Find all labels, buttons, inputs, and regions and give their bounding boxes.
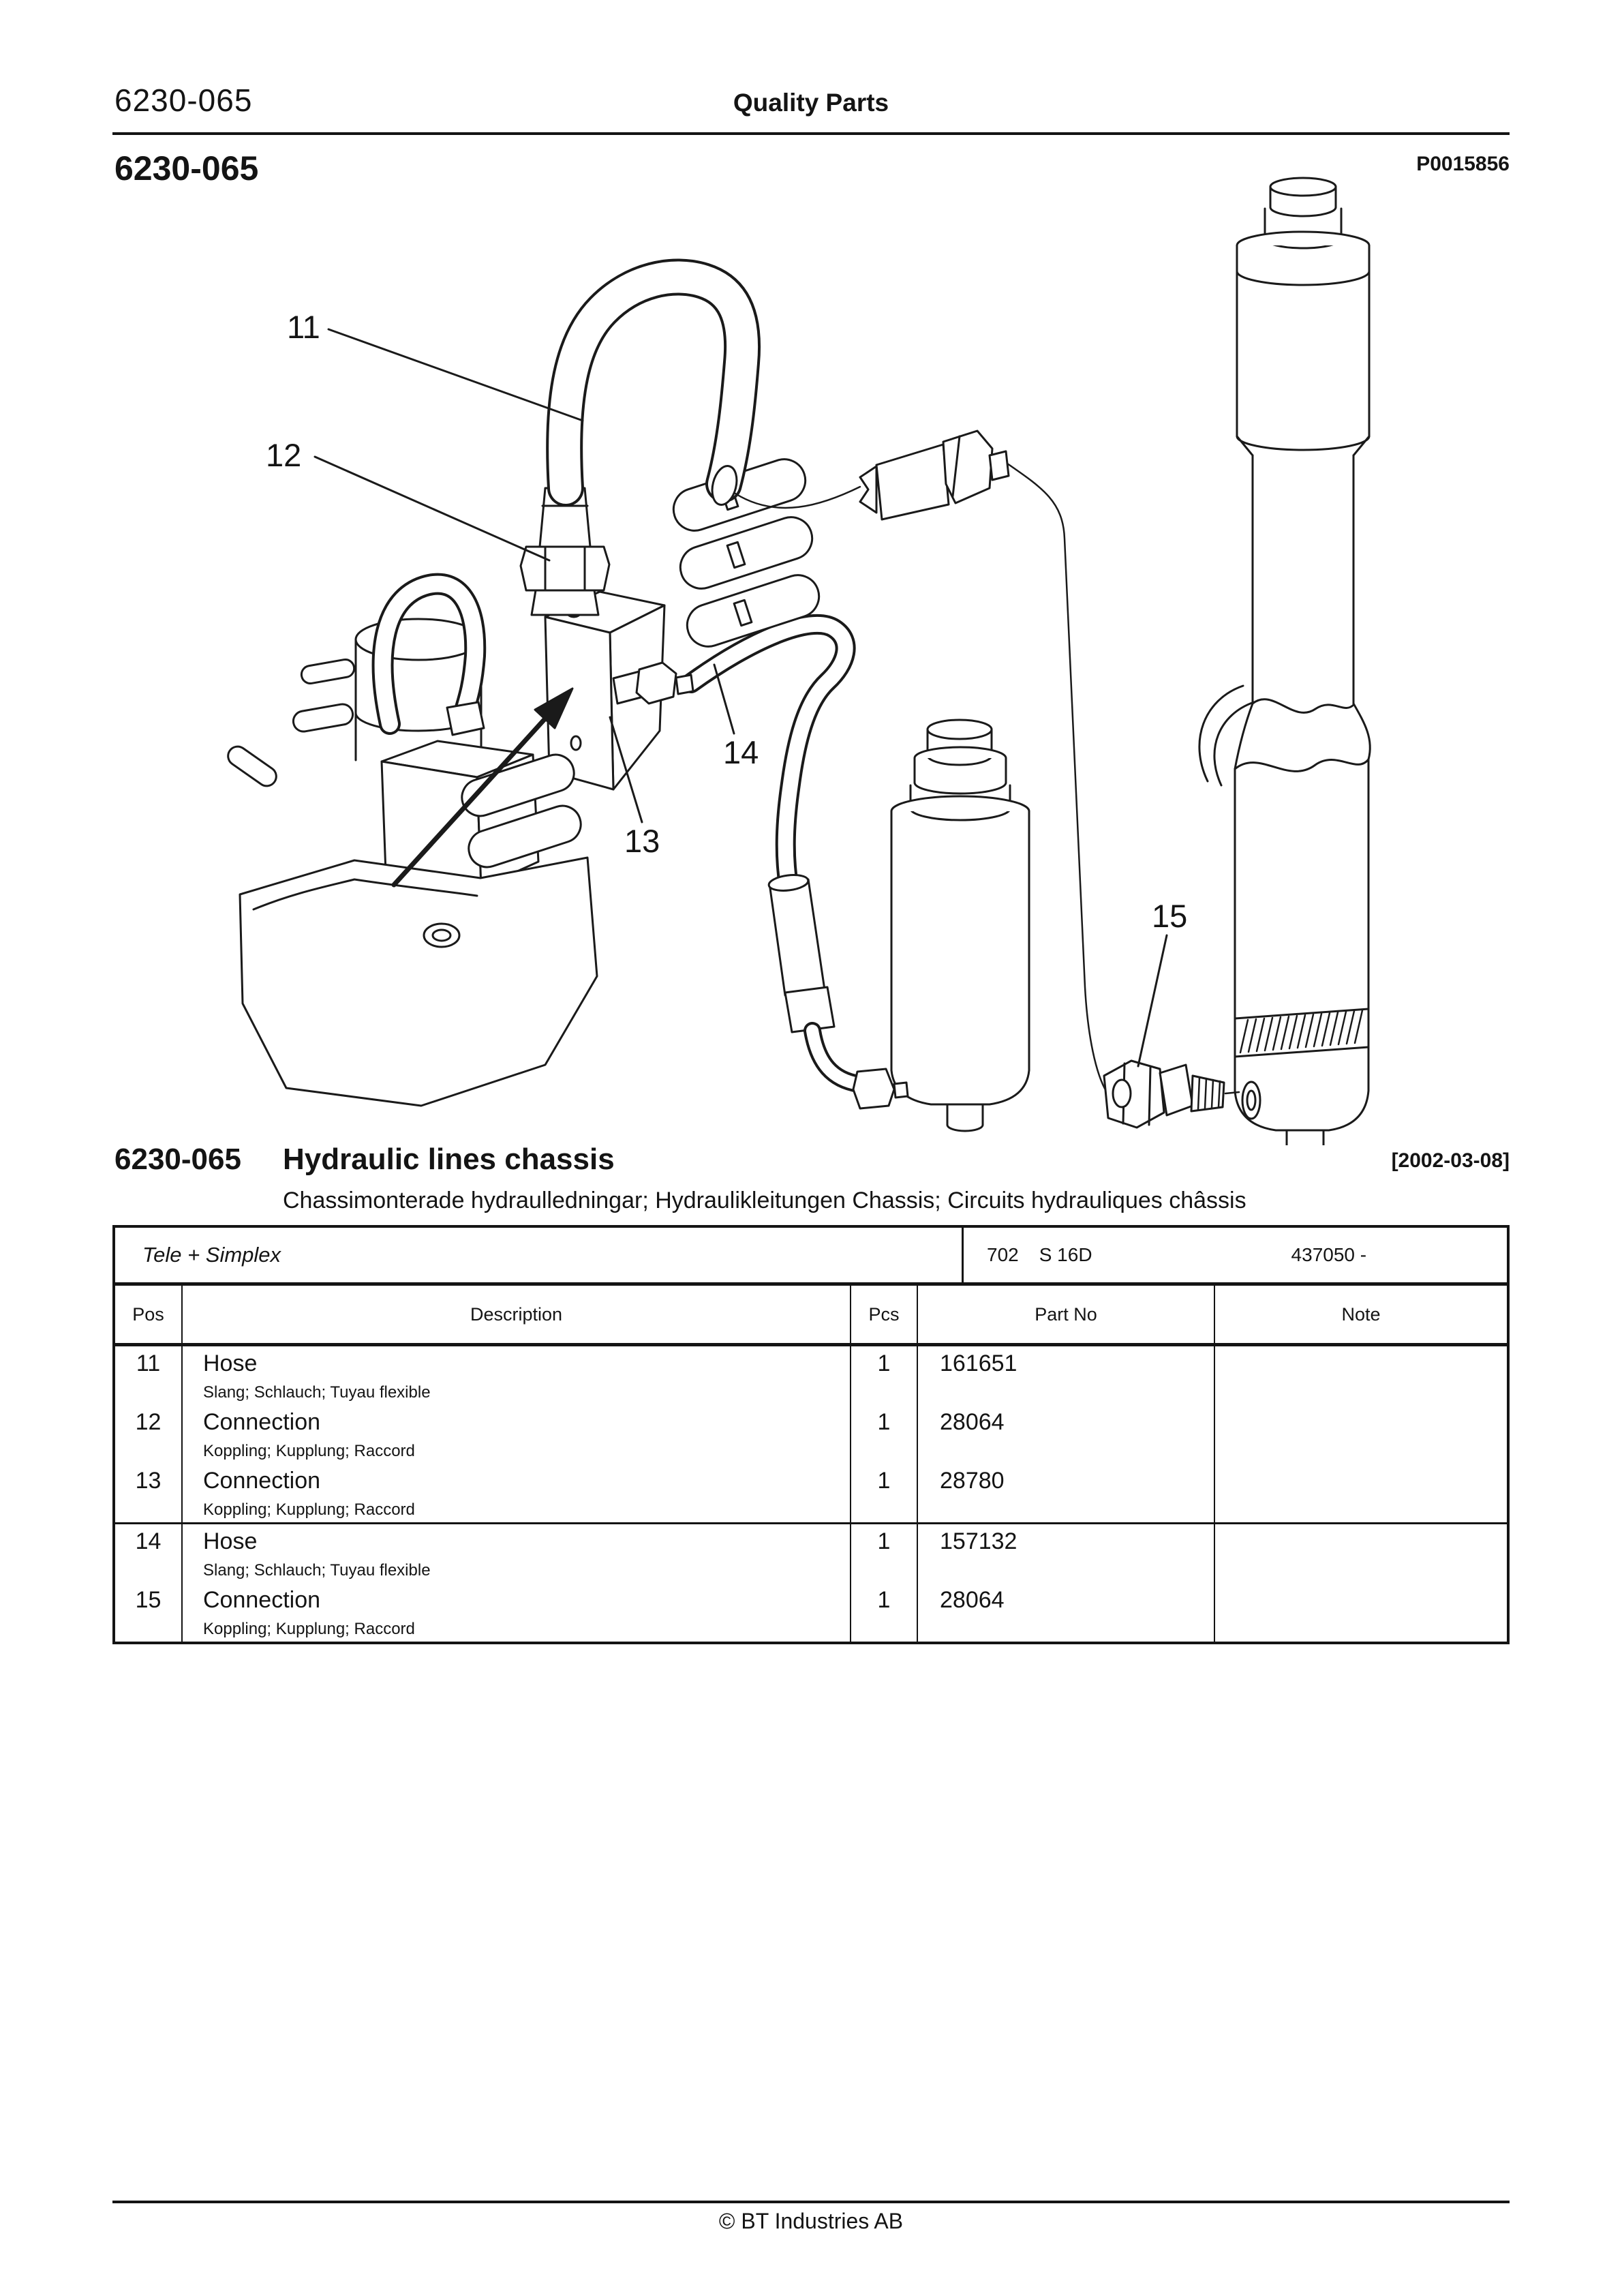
callout-13: 13	[624, 823, 660, 859]
section-title: Hydraulic lines chassis	[283, 1143, 615, 1176]
row-pos: 11	[115, 1346, 183, 1405]
row-pos: 12	[115, 1405, 183, 1464]
footer-copyright: © BT Industries AB	[718, 2209, 904, 2233]
row-part-no: 157132	[918, 1524, 1215, 1583]
row-description-cell	[183, 1346, 851, 1405]
table-row	[115, 1583, 1507, 1642]
column-headers	[115, 1286, 1507, 1346]
row-note	[1215, 1464, 1507, 1522]
callout-11: 11	[287, 309, 320, 345]
row-description: Hose	[203, 1350, 258, 1376]
section-number: 6230-065	[114, 1143, 241, 1176]
model-code: 702	[987, 1244, 1019, 1265]
leader-14	[714, 665, 734, 734]
col-header-part-no: Part No	[918, 1286, 1215, 1343]
row-description: Hose	[203, 1528, 258, 1554]
row-pos: 15	[115, 1583, 183, 1642]
row-note	[1215, 1524, 1507, 1583]
section-date: [2002-03-08]	[1391, 1149, 1510, 1172]
row-description-alt: Koppling; Kupplung; Raccord	[203, 1500, 415, 1519]
leader-15	[1138, 935, 1167, 1066]
section-subtitle: Chassimonterade hydraulledningar; Hydraulikleitungen Chassis; Circuits hydrauliques châssis	[283, 1188, 1246, 1213]
row-part-no: 28064	[918, 1405, 1215, 1464]
row-pcs: 1	[851, 1464, 918, 1522]
figure-number: 6230-065	[114, 149, 259, 187]
row-description-alt: Koppling; Kupplung; Raccord	[203, 1620, 415, 1638]
callout-14: 14	[723, 734, 759, 770]
serial-range: 437050 -	[1291, 1244, 1367, 1265]
pipe-line	[1007, 464, 1107, 1092]
row-description-cell	[183, 1524, 851, 1583]
row-note	[1215, 1346, 1507, 1405]
row-pcs: 1	[851, 1524, 918, 1583]
image-reference: P0015856	[1416, 153, 1510, 175]
row-description-alt: Koppling; Kupplung; Raccord	[203, 1442, 415, 1460]
row-description-alt: Slang; Schlauch; Tuyau flexible	[203, 1561, 431, 1580]
header-doc-number: 6230-065	[114, 82, 253, 118]
col-header-pcs: Pcs	[851, 1286, 918, 1343]
table-row	[115, 1405, 1507, 1464]
row-pcs: 1	[851, 1583, 918, 1642]
row-pos: 13	[115, 1464, 183, 1522]
row-description-cell	[183, 1405, 851, 1464]
table-row	[115, 1346, 1507, 1405]
col-header-note: Note	[1341, 1303, 1381, 1325]
connection-15	[1104, 1061, 1224, 1128]
leader-11	[328, 329, 583, 421]
row-pcs: 1	[851, 1405, 918, 1464]
row-pcs: 1	[851, 1346, 918, 1405]
row-note	[1215, 1405, 1507, 1464]
header-quality-parts: Quality Parts	[733, 89, 889, 117]
row-description-cell	[183, 1583, 851, 1642]
row-part-no: 161651	[918, 1346, 1215, 1405]
telescopic-cylinder	[1199, 178, 1370, 1145]
pump-assembly	[224, 584, 597, 1106]
coupling-fitting	[860, 431, 1009, 519]
row-description-cell	[183, 1464, 851, 1522]
footer-rule	[112, 2201, 1510, 2203]
canister	[891, 720, 1029, 1131]
row-description: Connection	[203, 1468, 321, 1494]
row-description: Connection	[203, 1587, 321, 1613]
row-description: Connection	[203, 1409, 321, 1435]
cylinder-port	[1242, 1082, 1260, 1119]
callout-15: 15	[1152, 898, 1188, 934]
parts-rows	[115, 1346, 1507, 1642]
row-part-no: 28064	[918, 1583, 1215, 1642]
col-header-pos: Pos	[115, 1286, 183, 1343]
elbow-hex	[853, 1069, 908, 1108]
col-header-description: Description	[183, 1286, 851, 1343]
row-part-no: 28780	[918, 1464, 1215, 1522]
variant-model-info	[964, 1228, 1507, 1282]
leader-12	[315, 457, 549, 560]
inline-cylinder	[768, 873, 834, 1032]
callout-12: 12	[266, 437, 302, 473]
row-note	[1215, 1583, 1507, 1642]
parts-table	[112, 1225, 1510, 1644]
header-rule	[112, 132, 1510, 135]
model-type: S 16D	[1039, 1244, 1092, 1265]
connection-12	[521, 488, 609, 615]
variant-band	[115, 1228, 1507, 1286]
row-description-alt: Slang; Schlauch; Tuyau flexible	[203, 1383, 431, 1402]
row-pos: 14	[115, 1524, 183, 1583]
hydraulic-lines-diagram	[0, 170, 1622, 1145]
variant-name: Tele + Simplex	[115, 1228, 964, 1282]
table-row	[115, 1522, 1507, 1583]
table-row	[115, 1464, 1507, 1522]
